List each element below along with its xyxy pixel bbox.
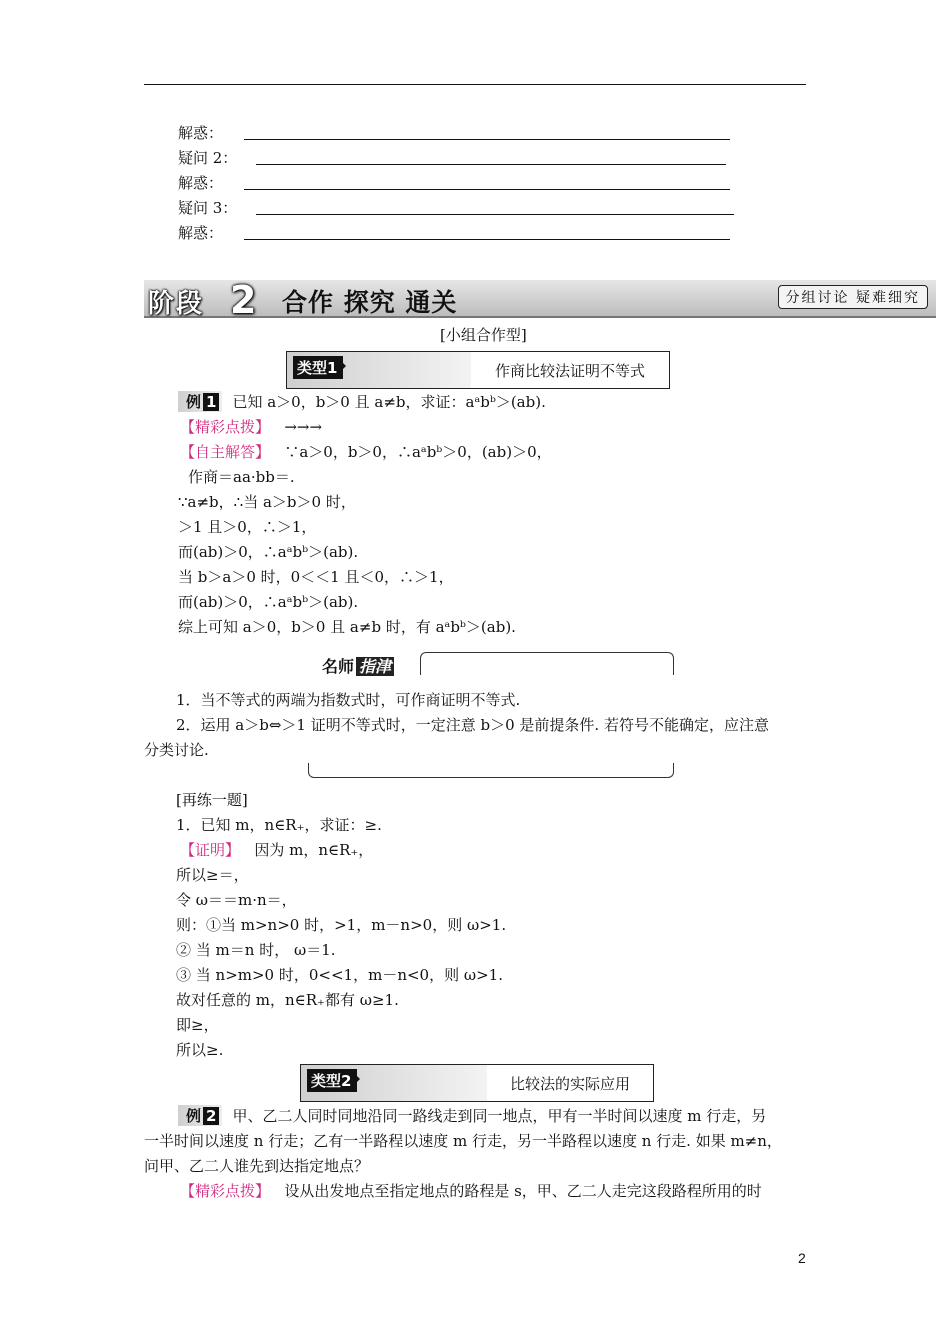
hint-text: →→→	[284, 418, 323, 436]
example1-badge: 例 1	[178, 391, 222, 412]
type1-title: 作商比较法证明不等式	[494, 361, 645, 380]
hint-tag: 【精彩点拨】	[180, 418, 271, 436]
example2-text-cont: 一半时间以速度 n 行走；乙有一半路程以速度 m 行走，另一半路程以速度 n 行走. 如果 m≠n，	[144, 1132, 782, 1150]
proof-step: 所以≥.	[176, 1041, 224, 1059]
type2-label-area	[301, 1065, 487, 1101]
solution-line: 当 b＞a＞0 时，0＜＜1 且＜0，∴＞1，	[178, 568, 454, 586]
qa-label: 疑问 3：	[178, 199, 238, 217]
qa-blank	[244, 139, 730, 140]
type1-arrow-icon	[340, 360, 346, 372]
section-banner	[144, 278, 936, 322]
solution-line: 综上可知 a＞0，b＞0 且 a≠b 时，有 aᵃbᵇ＞(ab).	[178, 618, 516, 636]
proof-step: 所以≥＝，	[176, 866, 249, 884]
solution-line: ＞1 且＞0，∴＞1，	[178, 518, 317, 536]
example2-badge: 例 2	[178, 1105, 222, 1126]
example2-hint-text: 设从出发地点至指定地点的路程是 s，甲、乙二人走完这段路程所用的时	[284, 1182, 762, 1200]
self-answer-line	[180, 440, 552, 464]
banner-number: 2	[230, 278, 257, 322]
example1-question	[178, 390, 546, 414]
banner-title: 合作 探究 通关	[282, 288, 458, 317]
type1-label: 类型1	[293, 356, 343, 379]
qa-blank	[244, 189, 730, 190]
qa-label: 解惑：	[178, 174, 224, 192]
type1-box	[286, 351, 670, 389]
proof-step: 即≥，	[176, 1016, 219, 1034]
example2-text-cont: 问甲、乙二人谁先到达指定地点？	[144, 1157, 370, 1175]
tips-point-1: 1．当不等式的两端为指数式时，可作商证明不等式.	[176, 691, 521, 709]
banner-stage: 阶段	[148, 289, 205, 319]
solution-line: 作商＝aa·bb＝.	[188, 468, 295, 486]
tips-head-main: 名师	[322, 657, 355, 676]
example2-hint-tag: 【精彩点拨】	[180, 1182, 271, 1200]
tips-box-bottom	[308, 763, 674, 778]
self-answer-text: ∵a＞0，b＞0，∴aᵃbᵇ＞0，(ab)＞0，	[284, 443, 552, 461]
practice-question: 1．已知 m，n∈R₊，求证：≥.	[176, 816, 382, 834]
example2-question	[178, 1104, 766, 1128]
type2-arrow-icon	[354, 1073, 360, 1085]
group-heading: [小组合作型]	[440, 326, 527, 344]
qa-label: 解惑：	[178, 224, 224, 242]
proof-text: 因为 m，n∈R₊，	[254, 841, 374, 859]
proof-step: 则：①当 m>n>0 时，>1，m－n>0，则 ω>1.	[176, 916, 507, 934]
type1-label-area	[287, 352, 471, 388]
example2-text: 甲、乙二人同时同地沿同一路线走到同一地点，甲有一半时间以速度 m 行走，另	[232, 1107, 767, 1125]
solution-line: 而(ab)＞0，∴aᵃbᵇ＞(ab).	[178, 543, 359, 561]
qa-blank	[244, 239, 730, 240]
qa-label: 解惑：	[178, 124, 224, 142]
type2-title: 比较法的实际应用	[509, 1074, 630, 1093]
solution-line: 而(ab)＞0，∴aᵃbᵇ＞(ab).	[178, 593, 359, 611]
qa-blank	[256, 214, 734, 215]
proof-step: ③ 当 n>m>0 时，0<<1，m－n<0，则 ω>1.	[176, 966, 503, 984]
proof-tag: 【证明】	[180, 841, 241, 859]
example2-hint-line	[180, 1179, 762, 1203]
page-number: 2	[798, 1250, 806, 1266]
practice-title: [再练一题]	[176, 791, 248, 809]
proof-step: 故对任意的 m，n∈R₊都有 ω≥1.	[176, 991, 399, 1009]
tips-heading	[322, 654, 394, 677]
tips-head-badge: 指津	[356, 657, 394, 676]
type2-box	[300, 1064, 654, 1102]
tips-point-2: 2．运用 a＞b⇔＞1 证明不等式时，一定注意 b＞0 是前提条件. 若符号不能确定，应注意	[176, 716, 769, 734]
qa-label: 疑问 2：	[178, 149, 238, 167]
tips-box-top	[420, 652, 674, 675]
solution-line: ∵a≠b，∴当 a＞b＞0 时，	[178, 493, 356, 511]
self-answer-tag: 【自主解答】	[180, 443, 271, 461]
tips-point-2-cont: 分类讨论.	[144, 741, 209, 759]
proof-step: ② 当 m＝n 时， ω＝1.	[176, 941, 336, 959]
banner-tag: 分组讨论 疑难细究	[778, 285, 928, 309]
proof-line	[180, 838, 373, 862]
example1-text: 已知 a＞0，b＞0 且 a≠b，求证：aᵃbᵇ＞(ab).	[232, 393, 546, 411]
hint-line	[180, 415, 322, 439]
qa-blank	[256, 164, 726, 165]
header-rule	[144, 84, 806, 85]
type2-label: 类型2	[307, 1069, 357, 1092]
proof-step: 令 ω＝＝m·n＝，	[176, 891, 297, 909]
